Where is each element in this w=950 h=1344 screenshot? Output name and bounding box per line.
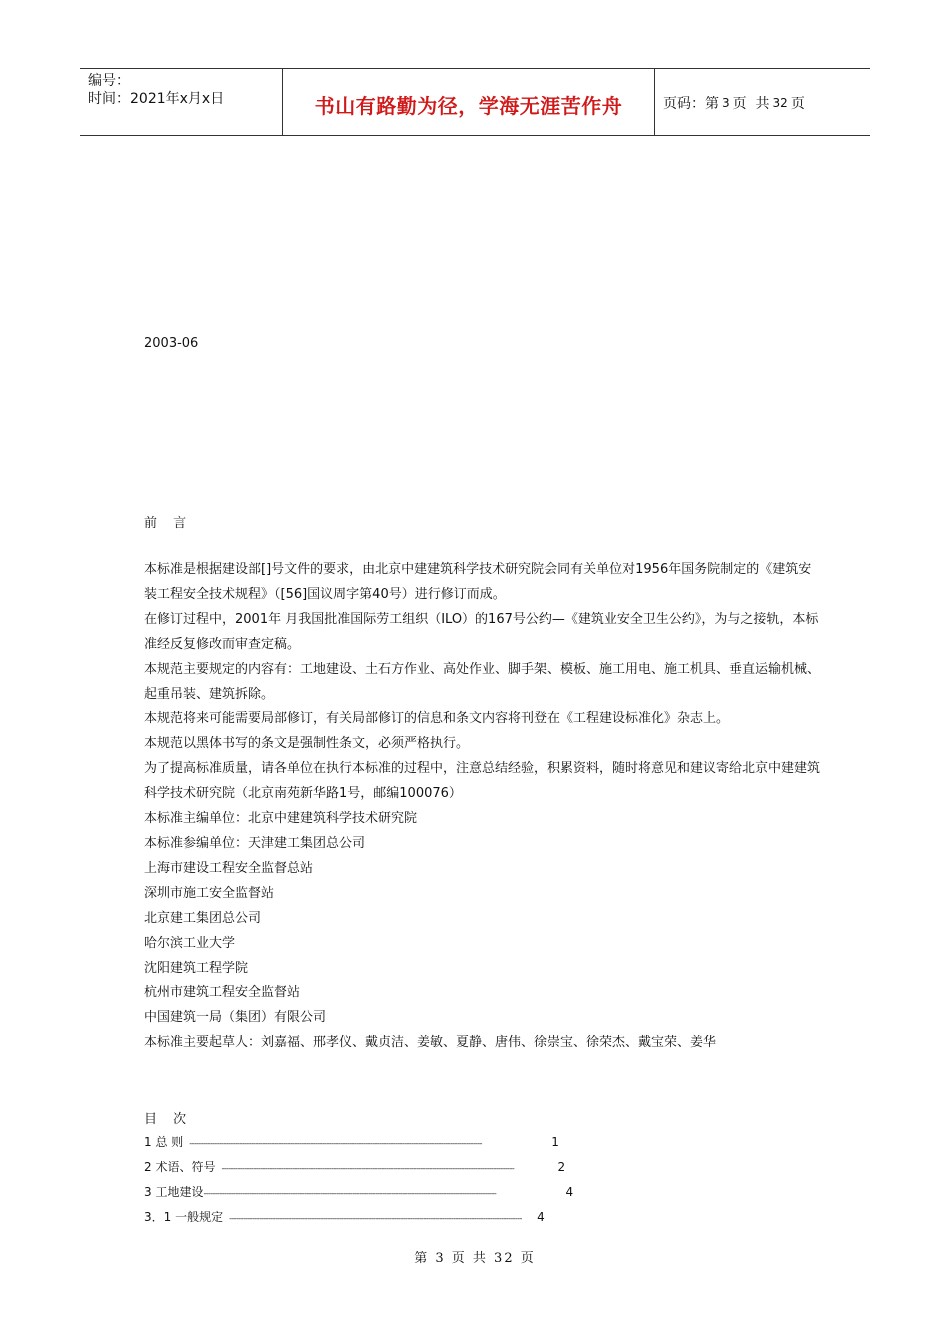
preface-paragraph: 为了提高标准质量，请各单位在执行本标准的过程中，注意总结经验，积累资料，随时将意见和建议寄给北京中建建筑科学技术研究院（北京南苑新华路1号，邮编100076） xyxy=(144,761,821,802)
preface-paragraph: 在修订过程中，2001年 月我国批准国际劳工组织（ILO）的167号公约—《建筑业安全卫生公约》，为与之接轨，本标准经反复修改而审查定稿。 xyxy=(144,611,819,652)
header-meta-cell xyxy=(80,69,282,135)
toc-leader: -------------------------------------------------------------------------------------------------------------------------------- xyxy=(189,1139,482,1148)
toc-entry-page: 4 xyxy=(537,1210,545,1224)
preface-body xyxy=(144,558,824,1056)
participating-unit: 沈阳建筑工程学院 xyxy=(144,960,249,976)
page-number: 3 xyxy=(722,96,730,110)
header-page-cell xyxy=(655,69,870,135)
preface-paragraph: 本规范以黑体书写的条文是强制性条文，必须严格执行。 xyxy=(144,736,470,752)
toc-entry-label: 2 术语、符号 xyxy=(144,1160,216,1174)
preface-paragraph: 本标准是根据建设部[]号文件的要求，由北京中建建筑科学技术研究院会同有关单位对1956年国务院制定的《建筑安装工程安全技术规程》（[56]国议周字第40号）进行修订而成。 xyxy=(144,562,812,602)
page-total: 32 xyxy=(772,96,788,110)
page-label-mid: 页 共 xyxy=(732,96,770,112)
participating-unit: 杭州市建筑工程安全监督站 xyxy=(144,985,301,1001)
preface-paragraph: 本规范主要规定的内容有：工地建设、土石方作业、高处作业、脚手架、模板、施工用电、施工机具、垂直运输机械、起重吊装、建筑拆除。 xyxy=(144,661,821,702)
toc-leader: -------------------------------------------------------------------------------------------------------------------------------- xyxy=(229,1214,522,1223)
participating-unit: 深圳市施工安全监督站 xyxy=(144,885,275,901)
preface-paragraph: 本规范将来可能需要局部修订，有关局部修订的信息和条文内容将刊登在《工程建设标准化》杂志上。 xyxy=(144,711,730,727)
toc-leader: -------------------------------------------------------------------------------------------------------------------------------- xyxy=(203,1189,497,1198)
page-label: 页码：第 xyxy=(663,96,719,112)
participating-unit: 上海市建设工程安全监督总站 xyxy=(144,860,314,876)
participating-unit: 中国建筑一局（集团）有限公司 xyxy=(144,1010,327,1026)
participating-unit: 哈尔滨工业大学 xyxy=(144,935,236,951)
toc-title: 目 次 xyxy=(144,1112,193,1127)
toc-entry-page: 1 xyxy=(551,1135,559,1149)
header-motto: 书山有路勤为径，学海无涯苦作舟 xyxy=(314,93,623,118)
toc-entry[interactable] xyxy=(144,1158,565,1175)
participating-unit: 本标准参编单位：天津建工集团总公司 xyxy=(144,835,366,851)
participating-unit: 北京建工集团总公司 xyxy=(144,910,262,926)
page-label-end: 页 xyxy=(790,96,805,112)
toc-entry[interactable] xyxy=(144,1183,573,1200)
document-date: 2003-06 xyxy=(144,336,199,351)
toc-entry[interactable] xyxy=(144,1133,559,1150)
toc-entry-label: 3．1 一般规定 xyxy=(144,1210,224,1224)
toc-entry-page: 4 xyxy=(565,1185,574,1199)
serial-number-label: 编号： xyxy=(88,73,130,89)
preface-title: 前 言 xyxy=(144,516,193,531)
page-header xyxy=(80,68,870,136)
editor-unit: 本标准主编单位：北京中建建筑科学技术研究院 xyxy=(144,811,418,827)
toc-entry-label: 3 工地建设 xyxy=(144,1185,204,1199)
header-motto-cell xyxy=(282,69,655,135)
toc-entry-label: 1 总 则 xyxy=(144,1135,184,1149)
time-label: 时间：2021年x月x日 xyxy=(88,91,225,107)
toc-leader: -------------------------------------------------------------------------------------------------------------------------------- xyxy=(221,1164,515,1173)
toc-entry-page: 2 xyxy=(557,1160,566,1174)
drafters-list: 本标准主要起草人：刘嘉福、邢孝仪、戴贞洁、姜敏、夏静、唐伟、徐崇宝、徐荣杰、戴宝荣、姜华 xyxy=(144,1035,717,1051)
toc-entry[interactable] xyxy=(144,1208,545,1225)
page-footer: 第 3 页 共 32 页 xyxy=(414,1251,536,1266)
